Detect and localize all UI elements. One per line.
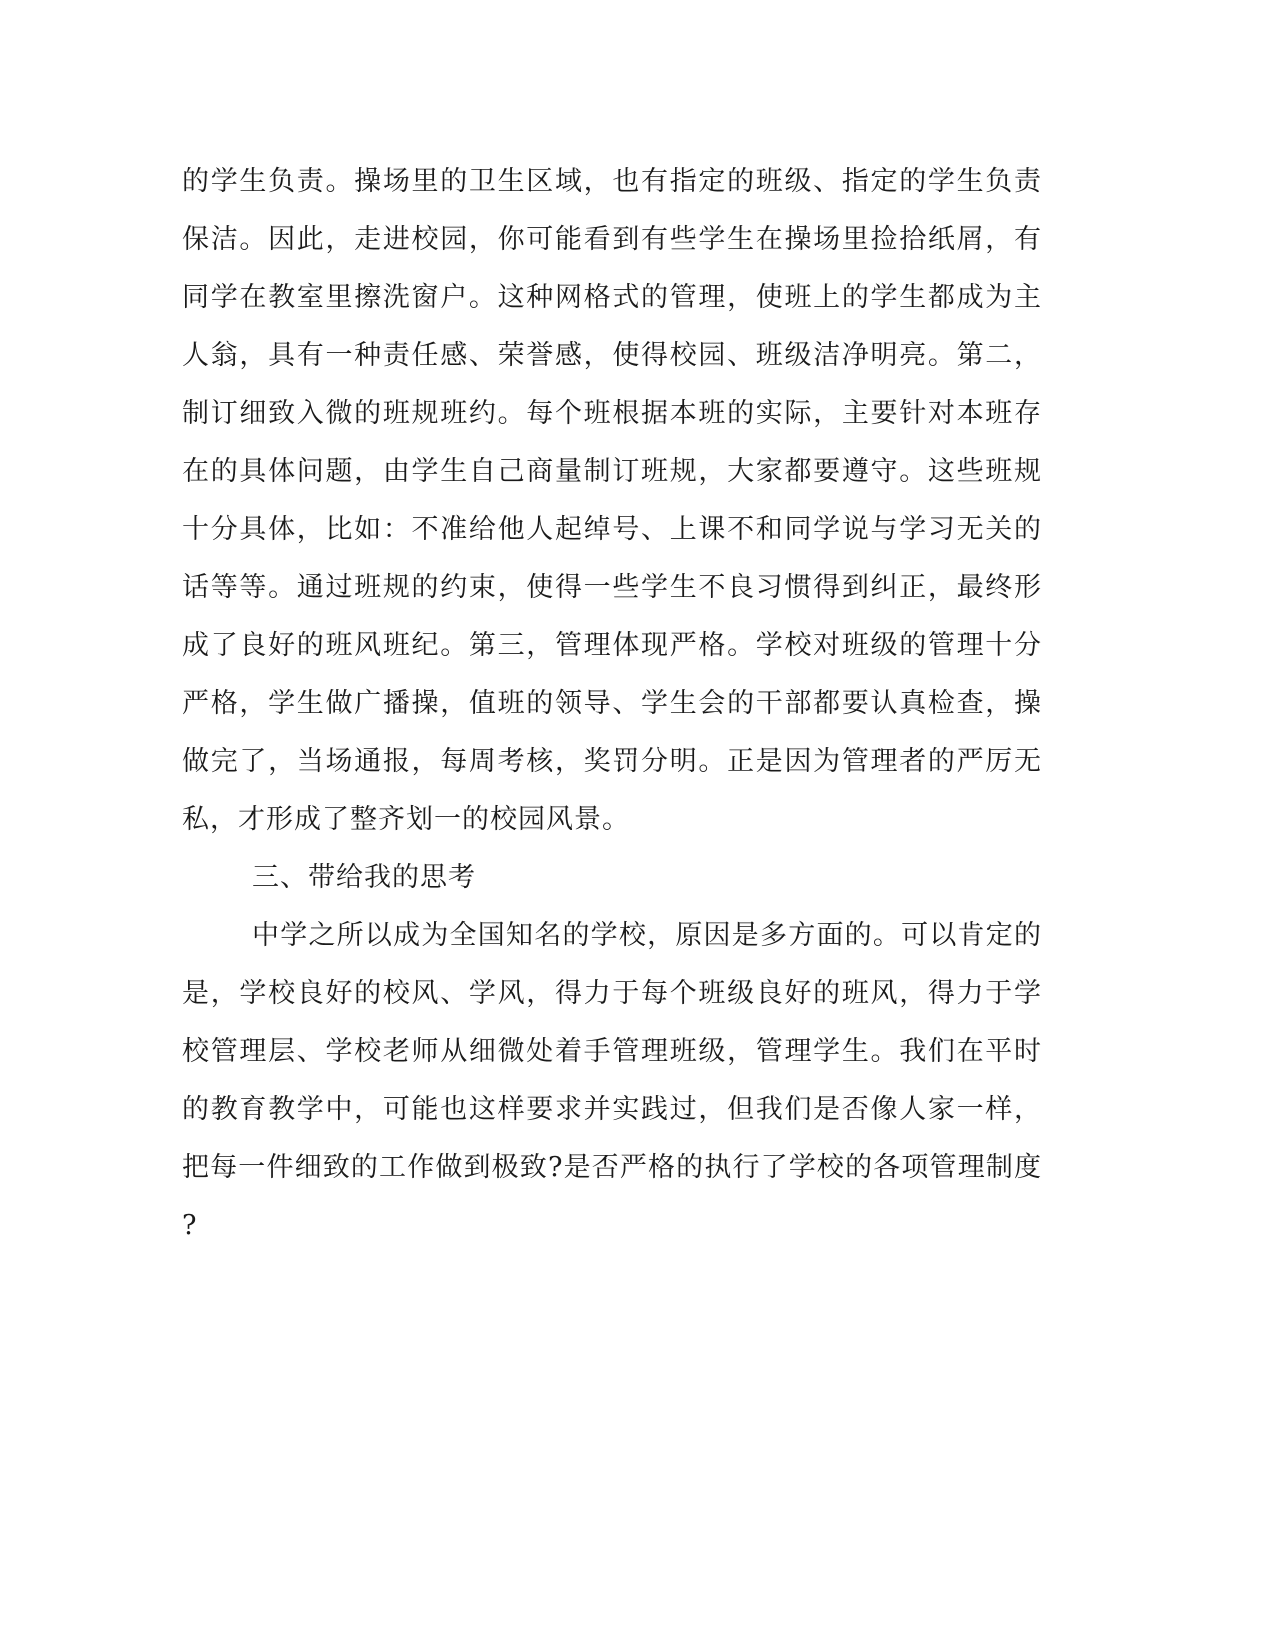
paragraph-line: 的教育教学中，可能也这样要求并实践过，但我们是否像人家一样， [182,1094,1042,1125]
paragraph-line: 人翁，具有一种责任感、荣誉感，使得校园、班级洁净明亮。第二， [182,340,1042,371]
paragraph-line: 中学之所以成为全国知名的学校，原因是多方面的。可以肯定的 [252,920,1042,951]
paragraph-line: 制订细致入微的班规班约。每个班根据本班的实际，主要针对本班存 [182,398,1042,429]
paragraph-line: 成了良好的班风班纪。第三，管理体现严格。学校对班级的管理十分 [182,630,1042,661]
paragraph-line: 做完了，当场通报，每周考核，奖罚分明。正是因为管理者的严厉无 [182,746,1042,777]
paragraph-line: ? [182,1210,198,1241]
paragraph-line: 十分具体，比如：不准给他人起绰号、上课不和同学说与学习无关的 [182,514,1042,545]
paragraph-line: 严格，学生做广播操，值班的领导、学生会的干部都要认真检查，操 [182,688,1042,719]
paragraph-line: 的学生负责。操场里的卫生区域，也有指定的班级、指定的学生负责 [182,166,1042,197]
paragraph-line: 同学在教室里擦洗窗户。这种网格式的管理，使班上的学生都成为主 [182,282,1042,313]
paragraph-line: 保洁。因此，走进校园，你可能看到有些学生在操场里捡拾纸屑，有 [182,224,1042,255]
paragraph-line: 话等等。通过班规的约束，使得一些学生不良习惯得到纠正，最终形 [182,572,1042,603]
paragraph-line: 是，学校良好的校风、学风，得力于每个班级良好的班风，得力于学 [182,978,1042,1009]
section-heading: 三、带给我的思考 [252,862,476,893]
paragraph-line: 在的具体问题，由学生自己商量制订班规，大家都要遵守。这些班规 [182,456,1042,487]
paragraph-line: 校管理层、学校老师从细微处着手管理班级，管理学生。我们在平时 [182,1036,1042,1067]
paragraph-line: 把每一件细致的工作做到极致?是否严格的执行了学校的各项管理制度 [182,1152,1042,1183]
paragraph-line: 私，才形成了整齐划一的校园风景。 [182,804,630,835]
